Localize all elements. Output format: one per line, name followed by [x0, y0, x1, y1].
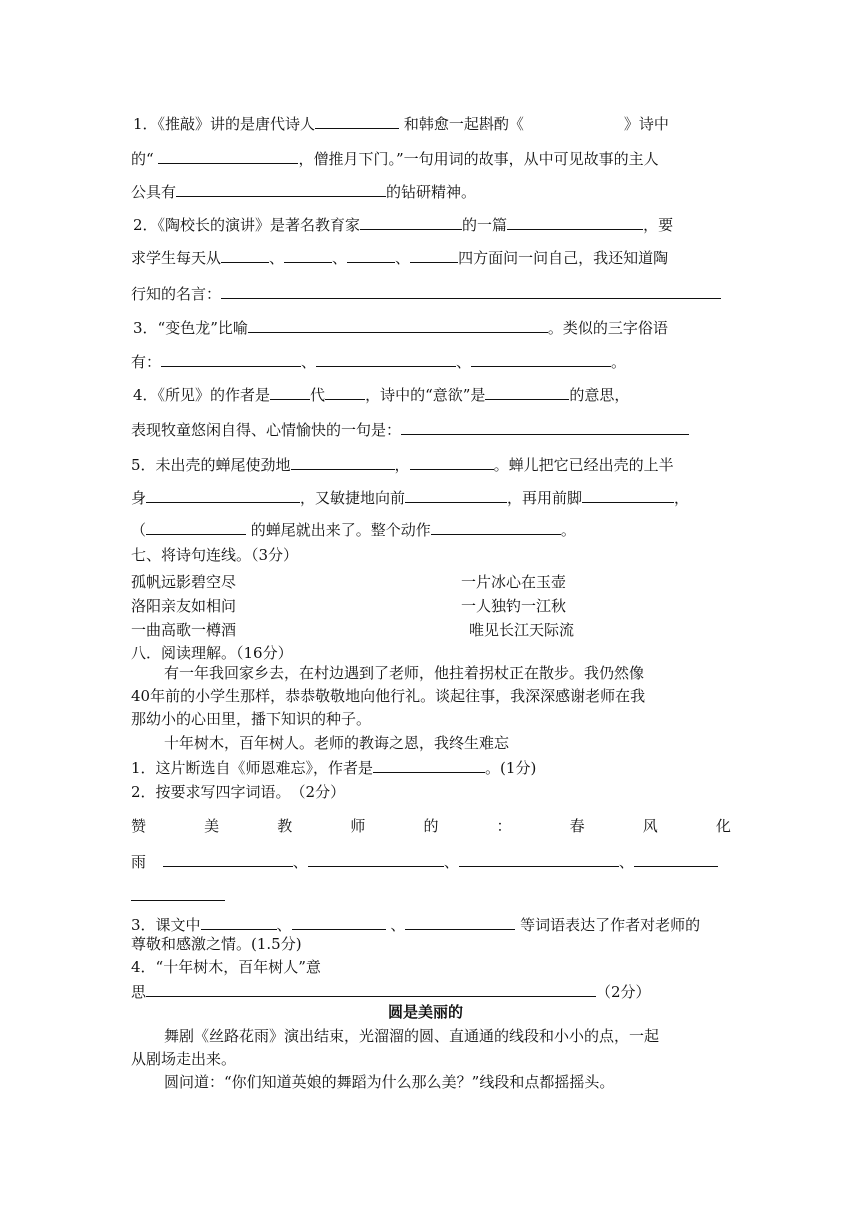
s8-q2-answers — [131, 850, 718, 872]
reading-paragraph-line: 40年前的小学生那样，恭恭敬敬地向他行礼。谈起往事，我深深感谢老师在我 — [131, 687, 646, 705]
section-8-title: 八．阅读理解。（16分） — [131, 644, 293, 662]
s8-q1-blank-author[interactable] — [373, 756, 485, 773]
s8-q2-blank-4-cont[interactable] — [131, 884, 225, 901]
q2-text: 行知的名言： — [131, 285, 222, 303]
q2-blank-aspect-2[interactable] — [284, 246, 332, 263]
prompt-char: 雨 — [131, 853, 147, 871]
q5-text: ， — [674, 489, 690, 507]
s8-q2-blank-2[interactable] — [308, 850, 444, 867]
q5-text: 。蝉儿把它已经出壳的上半 — [493, 456, 674, 474]
q3-blank-1[interactable] — [161, 350, 301, 367]
s8-q4-blank[interactable] — [146, 980, 596, 997]
q3-text: 有： — [131, 353, 162, 371]
q3-line-1 — [133, 316, 668, 338]
q2-blank-quote[interactable] — [221, 282, 721, 299]
q5-text: 身 — [131, 489, 147, 507]
q5-line-3 — [131, 518, 576, 540]
s8-q4: 4．“十年树木，百年树人”意 — [131, 958, 321, 976]
poem-left-1[interactable]: 孤帆远影碧空尽 — [131, 573, 237, 591]
s8-q2-prompt — [131, 816, 731, 836]
q4-blank-author[interactable] — [325, 383, 365, 400]
q2-text: 求学生每天从 — [131, 249, 222, 267]
q5-blank-4[interactable] — [405, 486, 507, 503]
q5-line-1 — [131, 453, 674, 475]
q2-text: 、 — [395, 249, 411, 267]
q5-blank-7[interactable] — [431, 518, 561, 535]
prompt-char: 教 — [277, 817, 293, 835]
q2-text: ，要 — [643, 216, 674, 234]
q3-blank-meaning[interactable] — [248, 316, 548, 333]
q5-line-2 — [131, 486, 689, 508]
poem-right-2[interactable]: 一人独钓一江秋 — [461, 597, 567, 615]
q1-text: 1．《推敲》讲的是唐代诗人 — [133, 115, 316, 133]
q5-blank-2[interactable] — [410, 453, 494, 470]
s8-q3-text: 3．课文中 — [131, 916, 201, 934]
s8-q3-text: 、 — [276, 916, 292, 934]
q2-text: 、 — [269, 249, 285, 267]
q1-blank-spirit[interactable] — [176, 180, 386, 197]
story-title: 圆是美丽的 — [388, 1003, 464, 1021]
s8-q4-text: （2分） — [596, 983, 651, 1001]
separator: 、 — [292, 853, 308, 871]
poem-left-3[interactable]: 一曲高歌一樽酒 — [131, 621, 237, 639]
q3-text: 。类似的三字俗语 — [547, 319, 668, 337]
q3-text: 、 — [301, 353, 317, 371]
q4-line-1 — [133, 383, 629, 405]
q2-line-3 — [131, 282, 721, 304]
q2-blank-educator[interactable] — [360, 213, 462, 230]
q5-text: 的蝉尾就出来了。整个动作 — [250, 521, 431, 539]
q1-line-2 — [131, 147, 659, 169]
prompt-char: 化 — [715, 817, 731, 835]
s8-q3 — [131, 913, 700, 935]
q2-text: 的一篇 — [462, 216, 508, 234]
s8-q3-text: 、 — [390, 916, 406, 934]
q3-text: 3．“变色龙”比喻 — [133, 319, 248, 337]
s8-q3-blank-1[interactable] — [201, 913, 277, 930]
s8-q2-answers-cont — [131, 884, 225, 906]
s8-q3-text: 等词语表达了作者对老师的 — [520, 916, 701, 934]
q1-text: 公具有 — [131, 183, 177, 201]
q4-text: 4．《所见》的作者是 — [133, 386, 271, 404]
story-paragraph-line: 从剧场走出来。 — [131, 1050, 237, 1068]
s8-q3-blank-2[interactable] — [292, 913, 386, 930]
q1-text: 和韩愈一起斟酌《 — [403, 115, 524, 133]
q2-line-1 — [133, 213, 673, 235]
s8-q2-blank-4[interactable] — [634, 850, 718, 867]
separator: 、 — [443, 853, 459, 871]
q4-blank-meaning[interactable] — [485, 383, 569, 400]
q3-line-2 — [131, 350, 626, 372]
prompt-char: 师 — [350, 817, 366, 835]
s8-q1-text: 。(1分) — [485, 759, 537, 777]
q5-text: ，再用前脚 — [507, 489, 583, 507]
q3-blank-2[interactable] — [316, 350, 456, 367]
prompt-char: 的 — [423, 817, 439, 835]
s8-q3-cont: 尊敬和感激之情。(1.5分) — [131, 935, 302, 953]
q4-blank-line[interactable] — [401, 418, 689, 435]
q3-text: 。 — [611, 353, 627, 371]
q5-text: 。 — [560, 521, 576, 539]
q1-line-3 — [131, 180, 476, 202]
q5-blank-1[interactable] — [291, 453, 395, 470]
q4-line-2 — [131, 418, 689, 440]
separator: 、 — [618, 853, 634, 871]
reading-paragraph-line: 十年树木，百年树人。老师的教诲之恩，我终生难忘 — [164, 734, 510, 752]
q1-text: 》诗中 — [623, 115, 669, 133]
section-7-title: 七、将诗句连线。（3分） — [131, 546, 299, 564]
prompt-char: 美 — [204, 817, 220, 835]
q2-text: 四方面问一问自己，我还知道陶 — [458, 249, 669, 267]
q3-blank-3[interactable] — [471, 350, 611, 367]
q1-text: 的钻研精神。 — [386, 183, 477, 201]
q2-blank-aspect-3[interactable] — [347, 246, 395, 263]
q5-blank-5[interactable] — [582, 486, 674, 503]
q5-blank-3[interactable] — [146, 486, 300, 503]
q5-text: 5．未出壳的蝉尾使劲地 — [131, 456, 291, 474]
q1-blank-poet[interactable] — [315, 112, 399, 129]
s8-q1 — [131, 756, 536, 778]
q1-line-1 — [133, 112, 669, 134]
s8-q1-text: 1．这片断选自《师恩难忘》，作者是 — [131, 759, 374, 777]
s8-q2-blank-1[interactable] — [163, 850, 293, 867]
q1-text: 的“ — [131, 150, 154, 168]
q1-blank-verse[interactable] — [158, 147, 298, 164]
s8-q4-text: 思 — [131, 983, 147, 1001]
q5-blank-6[interactable] — [146, 518, 246, 535]
reading-paragraph-line: 有一年我回家乡去，在村边遇到了老师，他拄着拐杖正在散步。我仍然像 — [164, 664, 645, 682]
poem-right-3[interactable]: 唯见长江天际流 — [469, 621, 575, 639]
q5-text: （ — [131, 521, 147, 539]
q2-text: 2．《陶校长的演讲》是著名教育家 — [133, 216, 361, 234]
story-paragraph-line: 舞剧《丝路花雨》演出结束，光溜溜的圆、直通通的线段和小小的点，一起 — [164, 1027, 660, 1045]
prompt-char: 春 — [569, 817, 585, 835]
q4-text: 代 — [310, 386, 326, 404]
q2-blank-aspect-1[interactable] — [221, 246, 269, 263]
q2-blank-aspect-4[interactable] — [410, 246, 458, 263]
prompt-char: ： — [496, 817, 512, 835]
q2-line-2 — [131, 246, 668, 268]
q2-text: 、 — [332, 249, 348, 267]
poem-left-2[interactable]: 洛阳亲友如相问 — [131, 597, 237, 615]
s8-q4-cont — [131, 980, 651, 1002]
prompt-char: 风 — [642, 817, 658, 835]
q5-text: ，又敏捷地向前 — [300, 489, 406, 507]
s8-q2: 2．按要求写四字词语。 （2分） — [131, 783, 346, 801]
prompt-char: 赞 — [131, 817, 147, 835]
reading-paragraph-line: 那幼小的心田里，播下知识的种子。 — [131, 710, 372, 728]
q4-text: ，诗中的“意欲”是 — [365, 386, 486, 404]
q5-text: ， — [394, 456, 410, 474]
q1-text: ，僧推月下门。”一句用词的故事，从中可见故事的主人 — [298, 150, 659, 168]
poem-right-1[interactable]: 一片冰心在玉壶 — [461, 573, 567, 591]
q3-text: 、 — [456, 353, 472, 371]
s8-q3-blank-3[interactable] — [405, 913, 515, 930]
q2-blank-work[interactable] — [507, 213, 643, 230]
q4-text: 表现牧童悠闲自得、心情愉快的一句是： — [131, 421, 402, 439]
story-paragraph-line: 圆问道：“你们知道英娘的舞蹈为什么那么美？”线段和点都摇摇头。 — [164, 1073, 615, 1091]
q4-blank-dynasty[interactable] — [270, 383, 310, 400]
q4-text: 的意思， — [569, 386, 630, 404]
s8-q2-blank-3[interactable] — [459, 850, 619, 867]
